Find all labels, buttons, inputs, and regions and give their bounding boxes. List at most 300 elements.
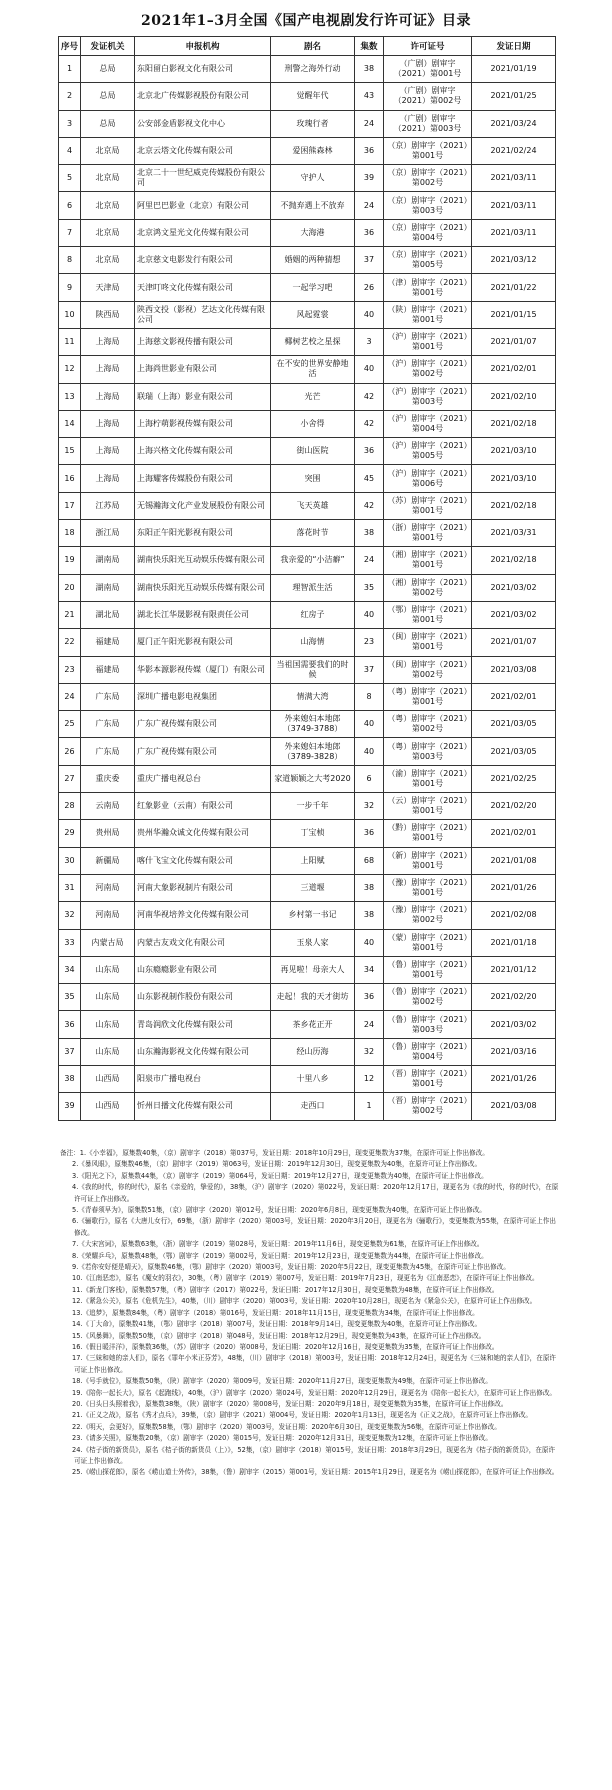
row-agency: 广东局: [81, 738, 135, 765]
row-agency: 山西局: [81, 1093, 135, 1120]
row-drama-name: 再见啦！母亲大人: [271, 956, 355, 983]
note-item: 22.《明天，会更好》，原集数58集，（鄂）剧审字（2020）第003号，发证日期：2020年6月30日，现变更集数为56集，在原许可证上作出修改。: [72, 1422, 501, 1431]
header-name: 剧名: [271, 37, 355, 56]
row-org: 上海慈文影视传播有限公司: [135, 328, 271, 355]
row-number: 14: [59, 410, 81, 437]
note-item: 21.《正义之战》，原名《秀才点兵》，39集，（京）剧审字（2021）第004号，发证日期：2020年1月13日，现更名为《正义之战》，在原许可证上作出修改。: [72, 1411, 533, 1420]
row-number: 5: [59, 165, 81, 192]
row-license: （云）剧审字（2021）第001号: [384, 793, 472, 820]
row-episodes: 24: [355, 1011, 384, 1038]
row-number: 9: [59, 274, 81, 301]
row-drama-name: 大海港: [271, 219, 355, 246]
row-org: 东阳正午阳光影视有限公司: [135, 520, 271, 547]
note-item: 19.《陪你一起长大》，原名《起跑线》，40集，（沪）剧审字（2020）第024号，发证日期：2020年12月29日，现更名为《陪你一起长大》，在原许可证上作出修改。: [72, 1388, 557, 1397]
row-license: （渝）剧审字（2021）第001号: [384, 765, 472, 792]
note-item: 15.《风暴舞》，原集数50集，（京）剧审字（2018）第048号，发证日期：2018年12月29日，现变更集数为43集，在原许可证上作出修改。: [72, 1331, 486, 1340]
row-episodes: 36: [355, 820, 384, 847]
row-date: 2021/03/12: [472, 247, 556, 274]
row-org: 联瑞（上海）影业有限公司: [135, 383, 271, 410]
row-agency: 新疆局: [81, 847, 135, 874]
note-item: 5.《青春须早为》，原集数51集，（京）剧审字（2020）第012号，发证日期：2020年6月8日，现变更集数为40集，在原许可证上作出修改。: [72, 1206, 486, 1215]
row-episodes: 43: [355, 83, 384, 110]
row-number: 16: [59, 465, 81, 492]
row-drama-name: 觉醒年代: [271, 83, 355, 110]
row-date: 2021/01/26: [472, 874, 556, 901]
row-number: 28: [59, 793, 81, 820]
row-drama-name: 家道颖颖之大考2020: [271, 765, 355, 792]
row-number: 2: [59, 83, 81, 110]
row-number: 6: [59, 192, 81, 219]
row-agency: 北京局: [81, 192, 135, 219]
row-date: 2021/01/07: [472, 629, 556, 656]
row-date: 2021/02/18: [472, 492, 556, 519]
row-number: 1: [59, 56, 81, 83]
row-org: 广东广视传媒有限公司: [135, 711, 271, 738]
row-drama-name: 一步千年: [271, 793, 355, 820]
row-org: 重庆广播电视总台: [135, 765, 271, 792]
note-item: 12.《紧急公关》，原名《危机先生》，40集，（川）剧审字（2020）第003号，发证日期：2020年10月28日，现更名为《紧急公关》，在原许可证上作出修改。: [72, 1297, 537, 1306]
row-drama-name: 茶乡花正开: [271, 1011, 355, 1038]
row-number: 11: [59, 328, 81, 355]
row-org: 忻州日播文化传媒有限公司: [135, 1093, 271, 1120]
row-license: （闽）剧审字（2021）第001号: [384, 629, 472, 656]
row-drama-name: 街山医院: [271, 438, 355, 465]
row-license: （豫）剧审字（2021）第001号: [384, 874, 472, 901]
row-agency: 山东局: [81, 1011, 135, 1038]
row-agency: 云南局: [81, 793, 135, 820]
table-row: [59, 547, 556, 574]
row-drama-name: 落花时节: [271, 520, 355, 547]
row-episodes: 40: [355, 929, 384, 956]
row-agency: 上海局: [81, 465, 135, 492]
note-item: 18.《号手就位》，原集数50集，（陕）剧审字（2020）第009号，发证日期：2020年11月27日，现变更集数为49集，在原许可证上作出修改。: [72, 1377, 492, 1386]
note-item: 备注：1.《小幸福》，原集数40集，（京）剧审字（2018）第037号，发证日期：2018年10月29日，现变更集数为37集，在原许可证上作出修改。: [60, 1149, 489, 1157]
row-number: 34: [59, 956, 81, 983]
row-agency: 上海局: [81, 438, 135, 465]
row-org: 华影本源影视传媒（厦门）有限公司: [135, 656, 271, 683]
row-license: （沪）剧审字（2021）第003号: [384, 383, 472, 410]
row-license: （闽）剧审字（2021）第002号: [384, 656, 472, 683]
note-item: 14.《丁大命》，原集数41集，（鄂）剧审字（2018）第007号，发证日期：2018年9月14日，现变更集数为40集，在原许可证上作出修改。: [72, 1320, 482, 1329]
row-date: 2021/03/11: [472, 219, 556, 246]
row-date: 2021/01/12: [472, 956, 556, 983]
row-agency: 湖南局: [81, 574, 135, 601]
row-number: 33: [59, 929, 81, 956]
row-drama-name: 突围: [271, 465, 355, 492]
row-drama-name: 走起！我的天才街坊: [271, 984, 355, 1011]
license-table: [58, 36, 556, 1121]
row-agency: 陕西局: [81, 301, 135, 328]
row-episodes: 12: [355, 1065, 384, 1092]
row-agency: 湖北局: [81, 601, 135, 628]
table-row: [59, 929, 556, 956]
row-date: 2021/03/02: [472, 601, 556, 628]
row-episodes: 24: [355, 547, 384, 574]
row-episodes: 6: [355, 765, 384, 792]
row-org: 广东广视传媒有限公司: [135, 738, 271, 765]
row-date: 2021/03/02: [472, 574, 556, 601]
row-episodes: 42: [355, 492, 384, 519]
row-episodes: 40: [355, 356, 384, 383]
table-row: [59, 1093, 556, 1120]
row-license: （津）剧审字（2021）第001号: [384, 274, 472, 301]
row-license: （鲁）剧审字（2021）第002号: [384, 984, 472, 1011]
row-drama-name: 情满大湾: [271, 683, 355, 710]
row-drama-name: 小舍得: [271, 410, 355, 437]
row-date: 2021/02/18: [472, 410, 556, 437]
row-drama-name: 风起霓裳: [271, 301, 355, 328]
table-row: [59, 1065, 556, 1092]
row-agency: 内蒙古局: [81, 929, 135, 956]
row-number: 32: [59, 902, 81, 929]
row-episodes: 24: [355, 192, 384, 219]
table-row: [59, 902, 556, 929]
row-number: 10: [59, 301, 81, 328]
row-episodes: 45: [355, 465, 384, 492]
row-date: 2021/02/24: [472, 137, 556, 164]
note-item: 3.《阳光之下》，原集数44集，（京）剧审字（2019）第064号，发证日期：2019年12月27日，现变更集数为40集，在原许可证上作出修改。: [72, 1171, 488, 1180]
table-row: [59, 984, 556, 1011]
row-org: 山东瀚海影视文化传媒有限公司: [135, 1038, 271, 1065]
row-date: 2021/01/08: [472, 847, 556, 874]
row-date: 2021/01/26: [472, 1065, 556, 1092]
row-agency: 山东局: [81, 1038, 135, 1065]
row-number: 4: [59, 137, 81, 164]
row-episodes: 23: [355, 629, 384, 656]
row-number: 21: [59, 601, 81, 628]
row-license: （京）剧审字（2021）第003号: [384, 192, 472, 219]
table-row: [59, 874, 556, 901]
table-row: [59, 56, 556, 83]
row-number: 20: [59, 574, 81, 601]
row-license: （沪）剧审字（2021）第001号: [384, 328, 472, 355]
row-agency: 上海局: [81, 328, 135, 355]
row-drama-name: 不抛弃遇上不放弃: [271, 192, 355, 219]
table-row: [59, 629, 556, 656]
row-org: 陕西文投（影视）艺达文化传媒有限公司: [135, 301, 271, 328]
row-drama-name: 十里八乡: [271, 1065, 355, 1092]
header-episodes: 集数: [355, 37, 384, 56]
row-org: 湖南快乐阳光互动娱乐传媒有限公司: [135, 547, 271, 574]
table-row: [59, 192, 556, 219]
row-date: 2021/02/25: [472, 765, 556, 792]
row-agency: 上海局: [81, 356, 135, 383]
row-number: 13: [59, 383, 81, 410]
row-date: 2021/03/05: [472, 738, 556, 765]
row-org: 深圳广播电影电视集团: [135, 683, 271, 710]
row-date: 2021/03/11: [472, 192, 556, 219]
row-drama-name: 经山历海: [271, 1038, 355, 1065]
row-org: 山东影视制作股份有限公司: [135, 984, 271, 1011]
table-row: [59, 219, 556, 246]
table-row: [59, 410, 556, 437]
row-license: （粤）剧审字（2021）第003号: [384, 738, 472, 765]
note-item: 7.《大宋宫词》，原集数63集，（浙）剧审字（2019）第028号，发证日期：2019年11月6日，现变更集数为61集，在原许可证上作出修改。: [72, 1240, 484, 1249]
row-org: 红象影业（云南）有限公司: [135, 793, 271, 820]
row-episodes: 35: [355, 574, 384, 601]
note-item: 20.《日头日头照着我》，原集数38集，（陕）剧审字（2020）第008号，发证日期：2020年9月18日，现变更集数为35集，在原许可证上作出修改。: [72, 1399, 508, 1408]
row-license: （蒙）剧审字（2021）第001号: [384, 929, 472, 956]
row-org: 上海尚世影业有限公司: [135, 356, 271, 383]
row-episodes: 40: [355, 738, 384, 765]
row-license: （沪）剧审字（2021）第004号: [384, 410, 472, 437]
row-number: 37: [59, 1038, 81, 1065]
row-org: 湖北长江华晟影视有限责任公司: [135, 601, 271, 628]
row-number: 29: [59, 820, 81, 847]
row-license: （晋）剧审字（2021）第002号: [384, 1093, 472, 1120]
table-row: [59, 438, 556, 465]
row-license: （湘）剧审字（2021）第001号: [384, 547, 472, 574]
row-date: 2021/01/22: [472, 274, 556, 301]
note-item: 2.《暴风眼》，原集数46集，（京）剧审字（2019）第063号，发证日期：2019年12月30日，现变更集数为40集，在原许可证上作出修改。: [72, 1160, 482, 1169]
document-title: 2021年1–3月全国《国产电视剧发行许可证》目录: [141, 13, 471, 29]
row-org: 公安部金盾影视文化中心: [135, 110, 271, 137]
row-license: （沪）剧审字（2021）第005号: [384, 438, 472, 465]
row-number: 36: [59, 1011, 81, 1038]
row-episodes: 32: [355, 1038, 384, 1065]
row-episodes: 38: [355, 874, 384, 901]
row-license: （广剧）剧审字（2021）第002号: [384, 83, 472, 110]
row-episodes: 40: [355, 301, 384, 328]
row-org: 北京慈文电影发行有限公司: [135, 247, 271, 274]
row-drama-name: 外来媳妇本地郎（3749-3788）: [271, 711, 355, 738]
row-episodes: 36: [355, 438, 384, 465]
table-row: [59, 110, 556, 137]
row-org: 北京二十一世纪威克传媒股份有限公司: [135, 165, 271, 192]
notes-section: [60, 1148, 560, 1479]
row-drama-name: 椰树艺校之星探: [271, 328, 355, 355]
row-license: （广剧）剧审字（2021）第001号: [384, 56, 472, 83]
row-agency: 总局: [81, 110, 135, 137]
row-agency: 福建局: [81, 656, 135, 683]
row-date: 2021/01/19: [472, 56, 556, 83]
row-episodes: 8: [355, 683, 384, 710]
table-row: [59, 820, 556, 847]
row-date: 2021/02/20: [472, 984, 556, 1011]
table-row: [59, 301, 556, 328]
row-drama-name: 在不安的世界安静地活: [271, 356, 355, 383]
row-episodes: 42: [355, 410, 384, 437]
header-org: 申报机构: [135, 37, 271, 56]
row-date: 2021/03/02: [472, 1011, 556, 1038]
row-license: （豫）剧审字（2021）第002号: [384, 902, 472, 929]
row-number: 35: [59, 984, 81, 1011]
row-episodes: 36: [355, 219, 384, 246]
row-date: 2021/01/07: [472, 328, 556, 355]
row-date: 2021/03/08: [472, 1093, 556, 1120]
table-row: [59, 656, 556, 683]
table-row: [59, 711, 556, 738]
row-org: 喀什飞宝文化传媒有限公司: [135, 847, 271, 874]
row-drama-name: 丁宝桢: [271, 820, 355, 847]
row-date: 2021/03/11: [472, 165, 556, 192]
table-header-row: [59, 37, 556, 56]
note-item: 17.《三妹和她的亲人们》，原名《罪年小米正芬芳》，48集，（川）剧审字（2018）第003号，发证日期：2018年12月24日，现更名为《三妹和她的亲人们》，在原许可证上作出修改。: [72, 1354, 557, 1374]
row-drama-name: 爱困熊森林: [271, 137, 355, 164]
row-agency: 上海局: [81, 383, 135, 410]
row-date: 2021/02/10: [472, 383, 556, 410]
note-item: 6.《骊歌行》，原名《大唐儿女行》，69集，（浙）剧审字（2020）第003号，发证日期：2020年3月20日，现更名为《骊歌行》，变更集数为55集，在原许可证上作出修改。: [72, 1217, 557, 1237]
table-row: [59, 601, 556, 628]
row-number: 31: [59, 874, 81, 901]
row-org: 河南华视培养文化传媒有限公司: [135, 902, 271, 929]
row-number: 39: [59, 1093, 81, 1120]
table-row: [59, 574, 556, 601]
row-org: 阳泉市广播电视台: [135, 1065, 271, 1092]
table-row: [59, 765, 556, 792]
row-number: 8: [59, 247, 81, 274]
row-drama-name: 刑警之海外行动: [271, 56, 355, 83]
row-episodes: 36: [355, 137, 384, 164]
row-episodes: 36: [355, 984, 384, 1011]
table-row: [59, 383, 556, 410]
row-license: （粤）剧审字（2021）第001号: [384, 683, 472, 710]
row-number: 26: [59, 738, 81, 765]
note-item: 13.《追梦》，原集数84集，（粤）剧审字（2018）第016号，发证日期：2018年11月15日，现变更集数为34集，在原许可证上作出修改。: [72, 1308, 479, 1317]
note-item: 4.《我的时代，你的时代》，原名《亲爱的，挚爱的》，38集，（沪）剧审字（2020）第022号，发证日期：2020年12月17日，现更名为《我的时代，你的时代》，在原许可证上作出修改。: [72, 1183, 559, 1203]
table-row: [59, 683, 556, 710]
row-drama-name: 一起学习吧: [271, 274, 355, 301]
row-license: （京）剧审字（2021）第004号: [384, 219, 472, 246]
row-drama-name: 玉泉人家: [271, 929, 355, 956]
row-number: 38: [59, 1065, 81, 1092]
row-date: 2021/01/25: [472, 83, 556, 110]
row-org: 无锡瀚海文化产业发展股份有限公司: [135, 492, 271, 519]
table-row: [59, 492, 556, 519]
row-date: 2021/03/05: [472, 711, 556, 738]
row-license: （鲁）剧审字（2021）第001号: [384, 956, 472, 983]
row-number: 12: [59, 356, 81, 383]
header-date: 发证日期: [472, 37, 556, 56]
row-number: 19: [59, 547, 81, 574]
row-license: （晋）剧审字（2021）第001号: [384, 1065, 472, 1092]
header-no: 序号: [59, 37, 81, 56]
row-number: 15: [59, 438, 81, 465]
row-episodes: 38: [355, 56, 384, 83]
row-episodes: 40: [355, 711, 384, 738]
row-number: 3: [59, 110, 81, 137]
row-drama-name: 飞天英雄: [271, 492, 355, 519]
note-item: 10.《江南恶恋》，原名《魔女的羽衣》，30集，（粤）剧审字（2019）第007号，发证日期：2019年7月23日，现更名为《江南恶恋》，在原许可证上作出修改。: [72, 1274, 539, 1283]
row-episodes: 32: [355, 793, 384, 820]
row-drama-name: 理智派生活: [271, 574, 355, 601]
row-agency: 广东局: [81, 683, 135, 710]
row-license: （粤）剧审字（2021）第002号: [384, 711, 472, 738]
row-episodes: 24: [355, 110, 384, 137]
row-date: 2021/01/15: [472, 301, 556, 328]
row-number: 27: [59, 765, 81, 792]
row-episodes: 40: [355, 601, 384, 628]
row-agency: 北京局: [81, 247, 135, 274]
row-agency: 重庆委: [81, 765, 135, 792]
row-agency: 河南局: [81, 874, 135, 901]
row-episodes: 34: [355, 956, 384, 983]
row-episodes: 3: [355, 328, 384, 355]
row-license: （广剧）剧审字（2021）第003号: [384, 110, 472, 137]
row-number: 22: [59, 629, 81, 656]
row-agency: 山东局: [81, 956, 135, 983]
row-agency: 北京局: [81, 219, 135, 246]
table-row: [59, 83, 556, 110]
row-license: （浙）剧审字（2021）第001号: [384, 520, 472, 547]
table-row: [59, 247, 556, 274]
row-drama-name: 当祖国需要我们的时候: [271, 656, 355, 683]
row-episodes: 42: [355, 383, 384, 410]
row-drama-name: 红房子: [271, 601, 355, 628]
note-item: 9.《若你安好便是晴天》，原集数46集，（鄂）剧审字（2020）第003号，发证日期：2020年5月22日，现变更集数为45集，在原许可证上作出修改。: [72, 1263, 510, 1272]
row-number: 18: [59, 520, 81, 547]
row-org: 山东瘾瘾影业有限公司: [135, 956, 271, 983]
row-drama-name: 三道堰: [271, 874, 355, 901]
table-row: [59, 847, 556, 874]
row-date: 2021/03/10: [472, 465, 556, 492]
row-license: （鲁）剧审字（2021）第003号: [384, 1011, 472, 1038]
row-agency: 湖南局: [81, 547, 135, 574]
table-row: [59, 274, 556, 301]
row-episodes: 38: [355, 520, 384, 547]
row-number: 24: [59, 683, 81, 710]
row-license: （新）剧审字（2021）第001号: [384, 847, 472, 874]
row-episodes: 68: [355, 847, 384, 874]
row-date: 2021/02/08: [472, 902, 556, 929]
table-row: [59, 356, 556, 383]
table-row: [59, 465, 556, 492]
table-row: [59, 137, 556, 164]
row-org: 青岛润欣文化传媒有限公司: [135, 1011, 271, 1038]
row-drama-name: 玫瑰行者: [271, 110, 355, 137]
row-episodes: 38: [355, 902, 384, 929]
row-license: （沪）剧审字（2021）第002号: [384, 356, 472, 383]
row-agency: 河南局: [81, 902, 135, 929]
header-agency: 发证机关: [81, 37, 135, 56]
row-number: 30: [59, 847, 81, 874]
row-episodes: 37: [355, 656, 384, 683]
row-episodes: 39: [355, 165, 384, 192]
table-row: [59, 793, 556, 820]
note-item: 24.《桔子街的新货员》，原名《桔子街的新货员（上）》，52集，（京）剧审字（2018）第015号，发证日期：2018年3月29日，现更名为《桔子街的新货员》，在原许可证上作出修改。: [72, 1445, 556, 1465]
row-episodes: 1: [355, 1093, 384, 1120]
header-license: 许可证号: [384, 37, 472, 56]
row-agency: 江苏局: [81, 492, 135, 519]
row-drama-name: 乡村第一书记: [271, 902, 355, 929]
row-agency: 天津局: [81, 274, 135, 301]
note-item: 16.《假日暖洋洋》，原集数36集，（苏）剧审字（2020）第008号，发证日期：2020年12月16日，现变更集数为35集，在原许可证上作出修改。: [72, 1342, 499, 1351]
row-org: 河南大象影视制片有限公司: [135, 874, 271, 901]
table-row: [59, 165, 556, 192]
row-drama-name: 上阳赋: [271, 847, 355, 874]
row-org: 厦门正午阳光影视有限公司: [135, 629, 271, 656]
table-row: [59, 956, 556, 983]
note-item: 11.《新龙门客栈》，原集数57集，（粤）剧审字（2017）第022号，发证日期：2017年12月30日，现变更集数为48集，在原许可证上作出修改。: [72, 1285, 499, 1294]
row-date: 2021/02/01: [472, 683, 556, 710]
row-org: 上海耀客传媒股份有限公司: [135, 465, 271, 492]
row-agency: 浙江局: [81, 520, 135, 547]
row-license: （京）剧审字（2021）第002号: [384, 165, 472, 192]
row-license: （京）剧审字（2021）第005号: [384, 247, 472, 274]
table-row: [59, 328, 556, 355]
row-date: 2021/03/31: [472, 520, 556, 547]
row-drama-name: 我亲爱的“小洁癖”: [271, 547, 355, 574]
note-item: 25.《崂山探花郎》，原名《崂山道士外传》，38集，（鲁）剧审字（2015）第001号，发证日期：2015年1月29日，现更名为《崂山探花郎》，在原许可证上作出修改。: [72, 1468, 559, 1477]
row-org: 东阳留白影视文化有限公司: [135, 56, 271, 83]
row-date: 2021/03/08: [472, 656, 556, 683]
row-drama-name: 外来媳妇本地郎（3789-3828）: [271, 738, 355, 765]
row-date: 2021/02/01: [472, 820, 556, 847]
row-number: 25: [59, 711, 81, 738]
row-license: （苏）剧审字（2021）第001号: [384, 492, 472, 519]
row-agency: 上海局: [81, 410, 135, 437]
row-agency: 山西局: [81, 1065, 135, 1092]
